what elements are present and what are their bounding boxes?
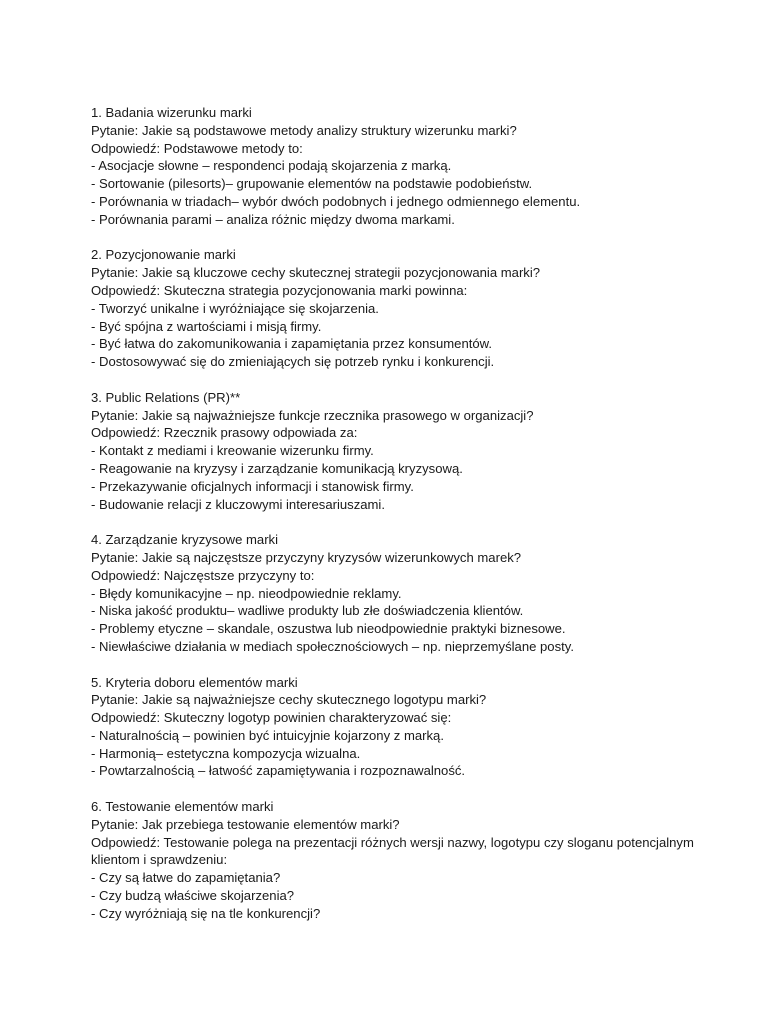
section-brand-element-criteria bbox=[91, 674, 741, 781]
section-brand-element-testing bbox=[91, 798, 741, 923]
answer-text: Odpowiedź: Skuteczny logotyp powinien charakteryzować się: bbox=[91, 710, 452, 726]
list-item: - Dostosowywać się do zmieniających się potrzeb rynku i konkurencji. bbox=[91, 354, 495, 370]
list-item: - Sortowanie (pilesorts)– grupowanie elementów na podstawie podobieństw. bbox=[91, 176, 533, 192]
list-item: - Kontakt z mediami i kreowanie wizerunku firmy. bbox=[91, 443, 374, 459]
section-public-relations bbox=[91, 389, 741, 514]
question-text: Pytanie: Jak przebiega testowanie elementów marki? bbox=[91, 816, 400, 832]
list-item: - Być łatwa do zakomunikowania i zapamiętania przez konsumentów. bbox=[91, 336, 493, 352]
document-body bbox=[91, 104, 741, 940]
list-item: - Powtarzalnością – łatwość zapamiętywania i rozpoznawalność. bbox=[91, 763, 466, 779]
answer-text: Odpowiedź: Testowanie polega na prezentacji różnych wersji nazwy, logotypu czy sloganu potencjalnym klientom i sprawdzeniu: bbox=[91, 834, 698, 868]
list-item: - Problemy etyczne – skandale, oszustwa lub nieodpowiednie praktyki biznesowe. bbox=[91, 621, 566, 637]
list-item: - Czy są łatwe do zapamiętania? bbox=[91, 870, 281, 886]
list-item: - Naturalnością – powinien być intuicyjnie kojarzony z marką. bbox=[91, 727, 444, 743]
list-item: - Reagowanie na kryzysy i zarządzanie komunikacją kryzysową. bbox=[91, 460, 463, 476]
list-item: - Być spójna z wartościami i misją firmy. bbox=[91, 318, 322, 334]
list-item: - Czy wyróżniają się na tle konkurencji? bbox=[91, 905, 321, 921]
answer-text: Odpowiedź: Rzecznik prasowy odpowiada za: bbox=[91, 425, 358, 441]
section-brand-image-research bbox=[91, 104, 741, 229]
list-item: - Czy budzą właściwe skojarzenia? bbox=[91, 888, 295, 904]
answer-text: Odpowiedź: Podstawowe metody to: bbox=[91, 140, 303, 156]
section-title: 6. Testowanie elementów marki bbox=[91, 799, 274, 815]
list-item: - Asocjacje słowne – respondenci podają skojarzenia z marką. bbox=[91, 158, 452, 174]
list-item: - Harmonią– estetyczna kompozycja wizualna. bbox=[91, 745, 361, 761]
section-title: 2. Pozycjonowanie marki bbox=[91, 247, 236, 263]
list-item: - Niewłaściwe działania w mediach społecznościowych – np. nieprzemyślane posty. bbox=[91, 638, 574, 654]
list-item: - Tworzyć unikalne i wyróżniające się skojarzenia. bbox=[91, 300, 379, 316]
list-item: - Niska jakość produktu– wadliwe produkty lub złe doświadczenia klientów. bbox=[91, 603, 524, 619]
section-title: 5. Kryteria doboru elementów marki bbox=[91, 674, 298, 690]
section-crisis-management bbox=[91, 531, 741, 656]
question-text: Pytanie: Jakie są najważniejsze funkcje rzecznika prasowego w organizacji? bbox=[91, 407, 534, 423]
question-text: Pytanie: Jakie są kluczowe cechy skutecznej strategii pozycjonowania marki? bbox=[91, 265, 541, 281]
list-item: - Błędy komunikacyjne – np. nieodpowiednie reklamy. bbox=[91, 585, 402, 601]
answer-text: Odpowiedź: Skuteczna strategia pozycjonowania marki powinna: bbox=[91, 282, 468, 298]
list-item: - Budowanie relacji z kluczowymi interesariuszami. bbox=[91, 496, 385, 512]
question-text: Pytanie: Jakie są najważniejsze cechy skutecznego logotypu marki? bbox=[91, 692, 487, 708]
list-item: - Porównania parami – analiza różnic między dwoma markami. bbox=[91, 211, 455, 227]
list-item: - Przekazywanie oficjalnych informacji i stanowisk firmy. bbox=[91, 478, 414, 494]
section-brand-positioning bbox=[91, 246, 741, 371]
answer-text: Odpowiedź: Najczęstsze przyczyny to: bbox=[91, 567, 315, 583]
section-title: 3. Public Relations (PR)** bbox=[91, 389, 241, 405]
question-text: Pytanie: Jakie są podstawowe metody analizy struktury wizerunku marki? bbox=[91, 122, 517, 138]
section-title: 1. Badania wizerunku marki bbox=[91, 105, 252, 120]
section-title: 4. Zarządzanie kryzysowe marki bbox=[91, 532, 279, 548]
list-item: - Porównania w triadach– wybór dwóch podobnych i jednego odmiennego elementu. bbox=[91, 193, 581, 209]
question-text: Pytanie: Jakie są najczęstsze przyczyny kryzysów wizerunkowych marek? bbox=[91, 549, 522, 565]
